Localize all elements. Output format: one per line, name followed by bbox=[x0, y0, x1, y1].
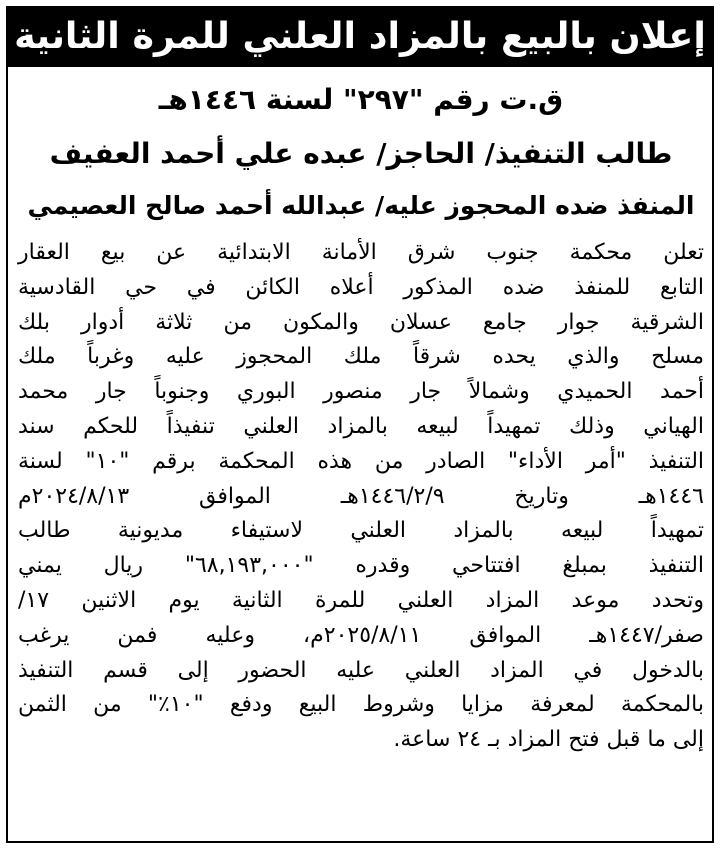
claimant-line-text: طالب التنفيذ/ الحاجز/ عبده علي أحمد العفيف bbox=[49, 137, 673, 170]
claimant-line bbox=[18, 137, 704, 170]
body-line: التنفيذ "أمر الأداء" الصادر من هذه المحكمة برقم "١٠" لسنة bbox=[18, 448, 705, 474]
body-line: إلى ما قبل فتح المزاد بـ ٢٤ ساعة. bbox=[393, 727, 704, 753]
body-line: صفر/١٤٤٧هـ الموافق ٢٠٢٥/٨/١١م، وعليه فمن يرغب bbox=[18, 622, 704, 648]
body-line: وتحدد موعد المزاد العلني للمرة الثانية يوم الاثنين ١٧/ bbox=[18, 587, 704, 613]
notice-body bbox=[18, 236, 704, 758]
notice-title-text: إعلان بالبيع بالمزاد العلني للمرة الثانية bbox=[14, 14, 706, 58]
body-line: تمهيداً لبيعه بالمزاد العلني لاستيفاء مديونية طالب bbox=[18, 518, 704, 544]
body-line: بالدخول في المزاد العلني عليه الحضور إلى قسم التنفيذ bbox=[18, 657, 704, 683]
defendant-line-text: المنفذ ضده المحجوز عليه/ عبدالله أحمد صالح العصيمي bbox=[27, 191, 695, 220]
case-number-text: ق.ت رقم "٢٩٧" لسنة ١٤٤٦هـ bbox=[158, 83, 564, 116]
body-line: الشرقية جوار جامع عسلان والمكون من ثلاثة أدوار بلك bbox=[18, 309, 704, 335]
notice-title bbox=[6, 6, 714, 67]
body-line: أحمد الحميدي وشمالاً جار منصور البوري وجنوباً جار محمد bbox=[18, 379, 704, 405]
body-line: ١٤٤٦هـ وتاريخ ١٤٤٦/٢/٩هـ الموافق ٢٠٢٤/٨/١٣م bbox=[18, 483, 704, 509]
body-line: تعلن محكمة جنوب شرق الأمانة الابتدائية عن بيع العقار bbox=[18, 240, 704, 265]
body-line: مسلح والذي يحده شرقاً ملك المحجوز عليه وغرباً ملك bbox=[18, 344, 704, 370]
body-line: التنفيذ بمبلغ افتتاحي وقدره "٦٨,١٩٣,٠٠٠" ريال يمني bbox=[18, 553, 705, 579]
case-number bbox=[18, 83, 704, 116]
body-line: بالمحكمة لمعرفة مزايا وشروط البيع ودفع "١٠٪" من الثمن bbox=[18, 692, 705, 718]
body-line: التابع للمنفذ ضده المذكور أعلاه الكائن في حي القادسية bbox=[18, 274, 704, 300]
defendant-line bbox=[18, 193, 704, 218]
body-line: الهياني وذلك تمهيداً لبيعه بالمزاد العلني تنفيذاً للحكم سند bbox=[18, 413, 704, 439]
